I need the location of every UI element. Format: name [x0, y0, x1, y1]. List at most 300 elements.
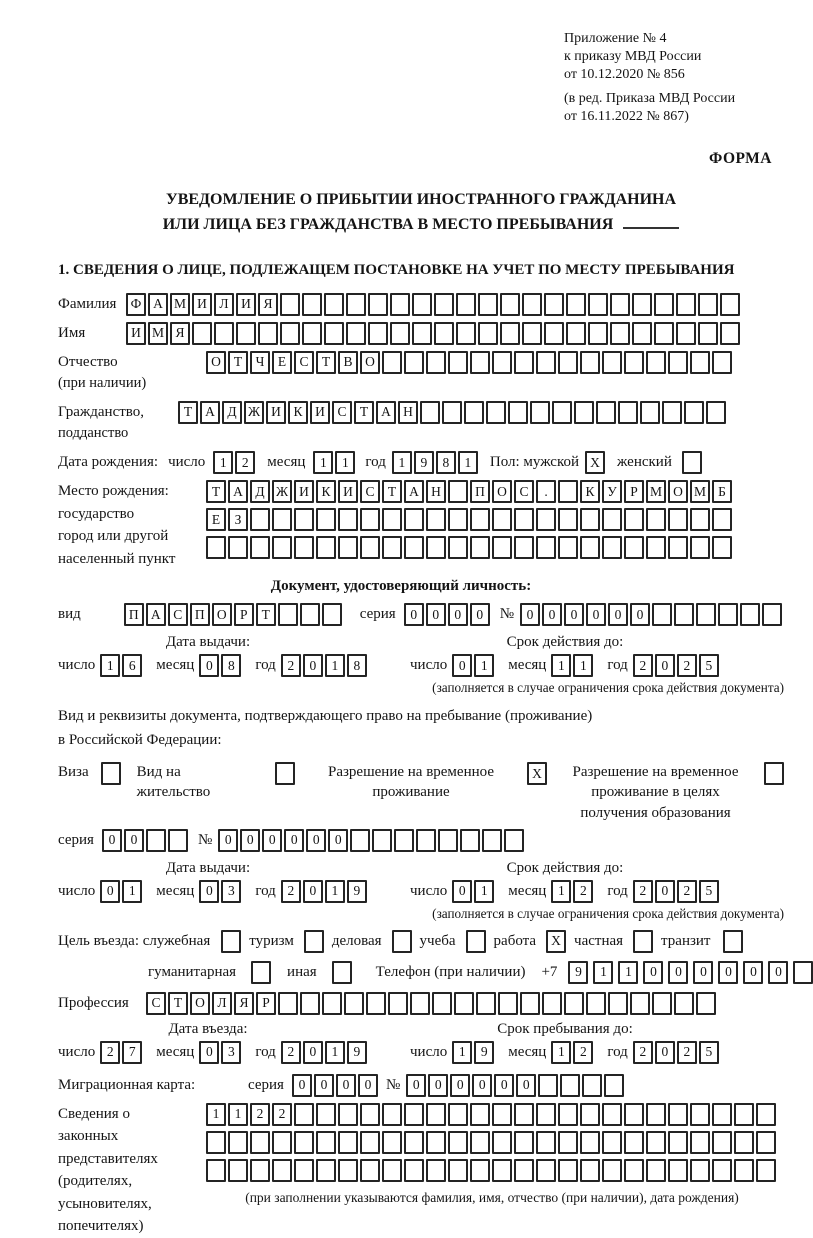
- form-cell: 0: [655, 1041, 675, 1064]
- birth-day-cells: [213, 451, 257, 474]
- amendment-line: от 16.11.2022 № 867): [564, 108, 689, 124]
- form-cell: 8: [221, 654, 241, 677]
- form-cell: [602, 351, 622, 374]
- form-cell: [338, 536, 358, 559]
- expiry-date-group: число 0 1 месяц 1 1 год 2 0 2 5: [410, 654, 784, 677]
- form-cell: [684, 401, 704, 424]
- form-cell: [712, 1159, 732, 1182]
- form-cell: 0: [693, 961, 713, 984]
- form-cell: [390, 293, 410, 316]
- form-cell: [498, 992, 518, 1015]
- form-cell: К: [288, 401, 308, 424]
- form-cell: [278, 603, 298, 626]
- form-cell: [544, 293, 564, 316]
- residence-expiry-note: (заполняется в случае ограничения срока действия документа): [432, 905, 784, 921]
- form-cell: [646, 351, 666, 374]
- form-cell: [316, 1103, 336, 1126]
- form-cell: [448, 1159, 468, 1182]
- form-cell: 2: [633, 880, 653, 903]
- appendix-line: к приказу МВД России: [564, 49, 702, 65]
- form-cell: 0: [306, 829, 326, 852]
- form-cell: [514, 1159, 534, 1182]
- form-cell: [544, 322, 564, 345]
- form-cell: 1: [551, 654, 571, 677]
- form-cell: [706, 401, 726, 424]
- purpose-transit-checkbox: [718, 930, 743, 953]
- form-cell: [734, 1131, 754, 1154]
- form-cell: 1: [313, 451, 333, 474]
- form-cell: О: [212, 603, 232, 626]
- form-cell: X: [527, 762, 547, 785]
- birth-date-label: Дата рождения:: [58, 454, 159, 471]
- form-cell: 1: [122, 880, 142, 903]
- form-cell: [602, 508, 622, 531]
- form-cell: В: [338, 351, 358, 374]
- issue-year-cells: [281, 654, 369, 677]
- amendment-line: (в ред. Приказа МВД России: [564, 90, 736, 106]
- form-cell: [624, 508, 644, 531]
- form-cell: [404, 1103, 424, 1126]
- form-cell: [514, 351, 534, 374]
- form-cell: Т: [316, 351, 336, 374]
- form-cell: [448, 480, 468, 503]
- form-cell: 0: [718, 961, 738, 984]
- form-cell: [610, 293, 630, 316]
- form-cell: 2: [677, 654, 697, 677]
- residence-issue-title: Дата выдачи:: [165, 859, 251, 876]
- form-cell: [250, 1131, 270, 1154]
- residence-permit-option: [137, 762, 295, 803]
- form-cell: 9: [347, 1041, 367, 1064]
- form-cell: [221, 930, 241, 953]
- form-cell: 1: [228, 1103, 248, 1126]
- doc-number-label: №: [499, 606, 514, 623]
- purpose-label: Цель въезда: служебная: [58, 932, 211, 949]
- form-cell: 2: [100, 1041, 120, 1064]
- form-cell: И: [294, 480, 314, 503]
- form-cell: [690, 508, 710, 531]
- sex-female-checkbox: [682, 451, 704, 474]
- form-cell: [712, 508, 732, 531]
- form-cell: [696, 992, 716, 1015]
- form-cell: [514, 1131, 534, 1154]
- migration-series-label: серия: [248, 1076, 284, 1093]
- form-cell: [536, 1159, 556, 1182]
- form-cell: [536, 351, 556, 374]
- form-cell: [410, 992, 430, 1015]
- form-cell: [456, 293, 476, 316]
- residence-expiry-group: число 0 1 месяц 1 2 год 2 0 2 5: [410, 880, 784, 903]
- form-cell: [580, 508, 600, 531]
- form-cell: [368, 293, 388, 316]
- temp-permit-label: Разрешение на временное проживание: [328, 764, 494, 801]
- form-cell: Д: [222, 401, 242, 424]
- representatives-row-2: [206, 1131, 778, 1154]
- form-cell: 9: [347, 880, 367, 903]
- entry-year-cells: [281, 1041, 369, 1064]
- form-cell: 3: [221, 1041, 241, 1064]
- form-cell: [470, 351, 490, 374]
- form-cell: [272, 1131, 292, 1154]
- form-cell: [272, 508, 292, 531]
- form-cell: [294, 1103, 314, 1126]
- form-cell: [476, 992, 496, 1015]
- form-cell: [382, 1103, 402, 1126]
- form-cell: [596, 401, 616, 424]
- form-cell: 1: [392, 451, 412, 474]
- form-cell: [690, 1159, 710, 1182]
- form-cell: [538, 1074, 558, 1097]
- residence-doc-checkboxes: [58, 762, 784, 823]
- issue-month-cells: [199, 654, 243, 677]
- phone-cells: [563, 961, 813, 984]
- form-cell: А: [200, 401, 220, 424]
- issue-day-cells: [100, 654, 144, 677]
- form-cell: 2: [281, 880, 301, 903]
- form-cell: [668, 351, 688, 374]
- purpose-private-checkbox: [628, 930, 653, 953]
- form-cell: [478, 322, 498, 345]
- form-cell: [346, 293, 366, 316]
- form-cell: [536, 1131, 556, 1154]
- form-cell: [432, 992, 452, 1015]
- form-cell: [275, 762, 295, 785]
- form-cell: 1: [618, 961, 638, 984]
- form-cell: [324, 293, 344, 316]
- purpose-work-checkbox: [541, 930, 566, 953]
- form-cell: 0: [199, 1041, 219, 1064]
- form-cell: Л: [214, 293, 234, 316]
- surname-row: [58, 293, 784, 316]
- form-cell: [564, 992, 584, 1015]
- form-cell: [580, 351, 600, 374]
- form-cell: [372, 829, 392, 852]
- entry-stay-dates: [58, 1021, 784, 1064]
- residence-number-cells: [218, 829, 526, 852]
- purpose-official-checkbox: [216, 930, 241, 953]
- form-cell: [214, 322, 234, 345]
- form-cell: [674, 603, 694, 626]
- form-cell: И: [236, 293, 256, 316]
- stay-day-cells: [452, 1041, 496, 1064]
- form-cell: [316, 1131, 336, 1154]
- form-cell: [101, 762, 121, 785]
- form-cell: [316, 508, 336, 531]
- form-cell: [674, 992, 694, 1015]
- representatives-block: [58, 1103, 784, 1238]
- form-cell: [652, 603, 672, 626]
- form-cell: [360, 1159, 380, 1182]
- form-cell: С: [168, 603, 188, 626]
- form-cell: [228, 1131, 248, 1154]
- form-cell: [580, 1159, 600, 1182]
- form-cell: [382, 1131, 402, 1154]
- form-cell: [558, 480, 578, 503]
- form-cell: [304, 930, 324, 953]
- form-cell: 0: [668, 961, 688, 984]
- form-cell: [272, 1159, 292, 1182]
- form-cell: [734, 1103, 754, 1126]
- form-cell: 0: [494, 1074, 514, 1097]
- form-cell: [558, 1159, 578, 1182]
- form-cell: [646, 508, 666, 531]
- expiry-day-cells: [452, 654, 496, 677]
- form-cell: 0: [199, 654, 219, 677]
- birth-place-label: Место рождения: государство город или другой населенный пункт: [58, 483, 176, 567]
- form-cell: [632, 322, 652, 345]
- residence-doc-intro-2: в Российской Федерации:: [58, 732, 222, 749]
- expiry-note: (заполняется в случае ограничения срока действия документа): [432, 680, 784, 696]
- form-cell: [250, 1159, 270, 1182]
- form-cell: [278, 992, 298, 1015]
- form-cell: [668, 1103, 688, 1126]
- stay-until-group: число 1 9 месяц 1 2 год 2 0 2 5: [410, 1041, 784, 1064]
- form-cell: 0: [448, 603, 468, 626]
- form-cell: [420, 401, 440, 424]
- form-cell: [646, 1131, 666, 1154]
- representatives-row-3: [206, 1159, 778, 1182]
- temp-permit-option: [311, 762, 547, 803]
- title-underline: [623, 216, 679, 229]
- form-cell: [168, 829, 188, 852]
- form-cell: 1: [573, 654, 593, 677]
- form-cell: [682, 451, 702, 474]
- form-label: ФОРМА: [708, 149, 772, 167]
- form-cell: М: [148, 322, 168, 345]
- title-line-1: УВЕДОМЛЕНИЕ О ПРИБЫТИИ ИНОСТРАННОГО ГРАЖДАНИНА: [165, 190, 677, 208]
- form-cell: [404, 1159, 424, 1182]
- form-cell: О: [668, 480, 688, 503]
- form-cell: Р: [234, 603, 254, 626]
- residence-series-label: серия: [58, 831, 94, 848]
- form-cell: [640, 401, 660, 424]
- form-cell: [322, 992, 342, 1015]
- form-cell: [588, 322, 608, 345]
- form-cell: 0: [336, 1074, 356, 1097]
- form-cell: О: [206, 351, 226, 374]
- form-cell: 0: [630, 603, 650, 626]
- form-cell: [654, 293, 674, 316]
- form-cell: [740, 603, 760, 626]
- form-cell: [382, 508, 402, 531]
- residence-permit-label: Вид на жительство: [136, 764, 211, 801]
- form-cell: 0: [262, 829, 282, 852]
- appendix-line: от 10.12.2020 № 856: [564, 67, 685, 83]
- form-cell: Ж: [272, 480, 292, 503]
- purpose-study-checkbox: [461, 930, 486, 953]
- form-cell: Д: [250, 480, 270, 503]
- form-cell: [482, 829, 502, 852]
- form-cell: [404, 536, 424, 559]
- form-cell: 0: [542, 603, 562, 626]
- form-cell: И: [266, 401, 286, 424]
- form-cell: [508, 401, 528, 424]
- form-cell: [624, 1159, 644, 1182]
- form-cell: [470, 1159, 490, 1182]
- visa-checkbox: [93, 762, 121, 785]
- form-cell: [338, 1131, 358, 1154]
- residence-series-cells: [102, 829, 190, 852]
- doc-kind-cells: [124, 603, 344, 626]
- form-cell: [360, 1131, 380, 1154]
- residence-issue-day-cells: [100, 880, 144, 903]
- form-cell: [251, 961, 271, 984]
- form-cell: [610, 322, 630, 345]
- form-cell: 0: [406, 1074, 426, 1097]
- form-cell: [346, 322, 366, 345]
- form-cell: Я: [170, 322, 190, 345]
- form-cell: 0: [452, 880, 472, 903]
- form-cell: [762, 603, 782, 626]
- form-cell: П: [190, 603, 210, 626]
- form-cell: [258, 322, 278, 345]
- form-cell: А: [404, 480, 424, 503]
- form-cell: [793, 961, 813, 984]
- form-cell: [492, 536, 512, 559]
- form-cell: [470, 508, 490, 531]
- citizenship-row: [58, 401, 784, 445]
- form-cell: [522, 293, 542, 316]
- form-cell: [586, 992, 606, 1015]
- residence-doc-dates: [58, 860, 784, 903]
- edu-permit-checkbox: [756, 762, 784, 785]
- form-cell: [646, 1159, 666, 1182]
- form-cell: [624, 536, 644, 559]
- form-cell: [426, 536, 446, 559]
- sex-female-label: женский: [617, 454, 672, 471]
- residence-series-row: [58, 829, 784, 852]
- form-cell: [588, 293, 608, 316]
- edu-permit-option: [563, 762, 784, 823]
- form-cell: [250, 536, 270, 559]
- form-cell: [542, 992, 562, 1015]
- form-cell: [734, 1159, 754, 1182]
- surname-cells: [126, 293, 742, 316]
- residence-issue-group: число 0 1 месяц 0 3 год 2 0 1 9: [58, 880, 410, 903]
- section-1-heading: 1. СВЕДЕНИЯ О ЛИЦЕ, ПОДЛЕЖАЩЕМ ПОСТАНОВКЕ НА УЧЕТ ПО МЕСТУ ПРЕБЫВАНИЯ: [58, 261, 735, 278]
- form-cell: 0: [452, 654, 472, 677]
- month-label: месяц: [267, 454, 306, 471]
- form-cell: [486, 401, 506, 424]
- form-cell: [392, 930, 412, 953]
- visa-option: [58, 762, 121, 785]
- form-cell: [434, 293, 454, 316]
- form-cell: [630, 992, 650, 1015]
- entry-date-title: Дата въезда:: [168, 1020, 248, 1037]
- form-cell: 2: [281, 654, 301, 677]
- form-cell: 0: [240, 829, 260, 852]
- purpose-business-checkbox: [387, 930, 412, 953]
- name-cells: [126, 322, 742, 345]
- form-cell: [322, 603, 342, 626]
- form-cell: [470, 536, 490, 559]
- form-cell: [360, 536, 380, 559]
- citizenship-label: Гражданство, подданство: [58, 403, 145, 442]
- form-cell: [466, 930, 486, 953]
- form-cell: А: [148, 293, 168, 316]
- identity-doc-heading: Документ, удостоверяющий личность:: [270, 578, 532, 595]
- form-cell: [338, 1159, 358, 1182]
- form-cell: 0: [564, 603, 584, 626]
- form-cell: [633, 930, 653, 953]
- form-cell: [456, 322, 476, 345]
- form-cell: 0: [292, 1074, 312, 1097]
- form-cell: [558, 536, 578, 559]
- form-cell: [316, 1159, 336, 1182]
- form-cell: Ж: [244, 401, 264, 424]
- form-cell: М: [646, 480, 666, 503]
- form-cell: [250, 508, 270, 531]
- form-cell: [712, 1103, 732, 1126]
- purpose-private-label: частная: [574, 932, 624, 949]
- form-cell: [712, 536, 732, 559]
- form-cell: [350, 829, 370, 852]
- form-cell: [602, 1131, 622, 1154]
- form-cell: [720, 293, 740, 316]
- form-cell: 0: [643, 961, 663, 984]
- form-cell: [404, 508, 424, 531]
- form-cell: 0: [520, 603, 540, 626]
- form-cell: [668, 1131, 688, 1154]
- form-cell: И: [310, 401, 330, 424]
- form-cell: 2: [281, 1041, 301, 1064]
- form-cell: [300, 603, 320, 626]
- form-cell: [500, 322, 520, 345]
- page-title: [58, 188, 784, 238]
- form-cell: У: [602, 480, 622, 503]
- form-cell: 1: [474, 880, 494, 903]
- form-cell: [690, 1131, 710, 1154]
- form-cell: [206, 1159, 226, 1182]
- form-cell: [668, 536, 688, 559]
- form-cell: [566, 293, 586, 316]
- form-cell: [280, 322, 300, 345]
- form-cell: 0: [102, 829, 122, 852]
- form-cell: [368, 322, 388, 345]
- form-cell: [514, 508, 534, 531]
- migration-number-label: №: [385, 1076, 401, 1093]
- form-cell: [698, 322, 718, 345]
- migration-series-cells: [292, 1074, 380, 1097]
- form-cell: [460, 829, 480, 852]
- form-cell: 2: [677, 880, 697, 903]
- form-cell: [426, 1159, 446, 1182]
- form-cell: 0: [426, 603, 446, 626]
- entry-month-cells: [199, 1041, 243, 1064]
- form-cell: 0: [428, 1074, 448, 1097]
- form-cell: [272, 536, 292, 559]
- form-cell: [426, 1131, 446, 1154]
- form-cell: [492, 1159, 512, 1182]
- sex-male-checkbox: [585, 451, 607, 474]
- form-cell: [624, 1131, 644, 1154]
- form-cell: [500, 293, 520, 316]
- residence-issue-year-cells: [281, 880, 369, 903]
- form-cell: [520, 992, 540, 1015]
- purpose-tourism-label: туризм: [249, 932, 294, 949]
- form-cell: [366, 992, 386, 1015]
- form-cell: [464, 401, 484, 424]
- identity-doc-dates: [58, 634, 784, 677]
- surname-label: Фамилия: [58, 295, 117, 312]
- residence-expiry-year-cells: [633, 880, 721, 903]
- form-cell: [206, 1131, 226, 1154]
- identity-doc-row: [58, 603, 784, 626]
- title-line-2: ИЛИ ЛИЦА БЕЗ ГРАЖДАНСТВА В МЕСТО ПРЕБЫВАНИЯ: [58, 213, 784, 238]
- birth-month-cells: [313, 451, 357, 474]
- form-cell: [690, 1103, 710, 1126]
- temp-permit-checkbox: [519, 762, 547, 785]
